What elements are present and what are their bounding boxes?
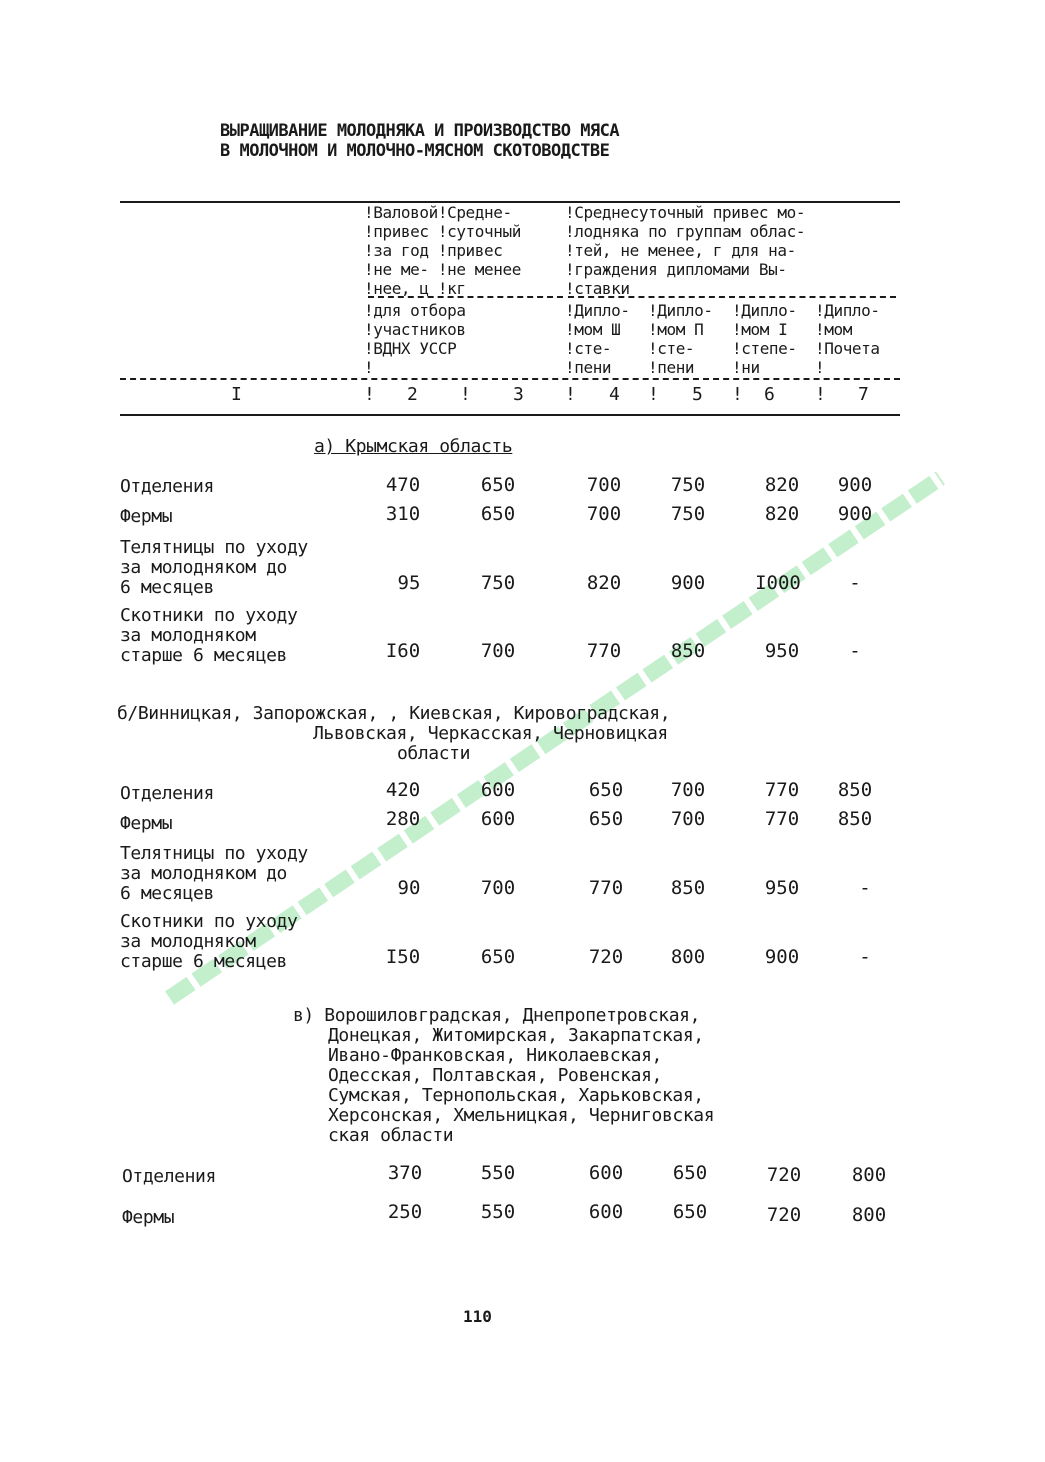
cell: 370 — [387, 1162, 423, 1184]
cell: 550 — [480, 1201, 516, 1223]
colnum-7: 7 — [858, 384, 869, 405]
cell: 550 — [480, 1162, 516, 1184]
section-b-heading-2: Львовская, Черкасская, Черновицкая — [313, 723, 668, 744]
cell: - — [849, 640, 861, 662]
cell: 750 — [670, 503, 706, 525]
cell: 850 — [670, 877, 706, 899]
table-row-label: Отделения — [120, 476, 214, 497]
cell: 720 — [588, 946, 624, 968]
cell: 850 — [837, 808, 873, 830]
cell: 600 — [588, 1162, 624, 1184]
cell: 900 — [837, 503, 873, 525]
cell: 770 — [588, 877, 624, 899]
table-row-label: Фермы — [120, 813, 173, 834]
cell: 820 — [586, 572, 622, 594]
colnum-4: 4 — [609, 384, 620, 405]
cell: 770 — [586, 640, 622, 662]
cell: - — [849, 572, 861, 594]
cell: 280 — [385, 808, 421, 830]
cell: 650 — [672, 1201, 708, 1223]
cell: 90 — [397, 877, 421, 899]
cell: 600 — [480, 779, 516, 801]
title-line-2: В МОЛОЧНОМ И МОЛОЧНО-МЯСНОМ СКОТОВОДСТВЕ — [220, 141, 610, 161]
header-col2-3: !Валовой!Средне- !привес !суточный !за год !привес !не ме- !не менее !нее, ц !кг — [364, 203, 521, 298]
colnum-sep-5: ! — [648, 384, 659, 405]
cell: 820 — [764, 503, 800, 525]
cell: 720 — [766, 1164, 802, 1186]
table-row-label: Телятницы по уходу за молодняком до 6 месяцев — [120, 843, 308, 904]
cell: 770 — [764, 779, 800, 801]
header-sub-left: !для отбора !участников !ВДНХ УССР ! — [364, 301, 466, 377]
cell: 650 — [480, 946, 516, 968]
cell: I60 — [385, 640, 421, 662]
header-sub-col6: !Дипло- !мом I !степе- !ни — [732, 301, 797, 377]
cell: I000 — [755, 572, 801, 594]
header-sub-col4: !Дипло- !мом Ш !сте- !пени — [565, 301, 630, 377]
cell: 95 — [397, 572, 421, 594]
cell: 800 — [851, 1164, 887, 1186]
table-row-label: Отделения — [122, 1166, 216, 1187]
colnum-sep-7: ! — [815, 384, 826, 405]
colnum-sep-6: ! — [732, 384, 743, 405]
cell: 470 — [385, 474, 421, 496]
page-number: 110 — [463, 1307, 492, 1326]
cell: 900 — [764, 946, 800, 968]
cell: 700 — [670, 779, 706, 801]
cell: 700 — [586, 503, 622, 525]
colnum-5: 5 — [692, 384, 703, 405]
cell: 700 — [586, 474, 622, 496]
cell: I50 — [385, 946, 421, 968]
section-a-heading: а) Крымская область — [314, 436, 513, 457]
section-b-heading-1: б/Винницкая, Запорожская, , Киевская, Кировоградская, — [117, 703, 671, 724]
header-sub-col5: !Дипло- !мом П !сте- !пени — [648, 301, 713, 377]
cell: 800 — [851, 1204, 887, 1226]
cell: 720 — [766, 1204, 802, 1226]
cell: 700 — [480, 640, 516, 662]
cell: 650 — [480, 474, 516, 496]
cell: 770 — [764, 808, 800, 830]
cell: 250 — [387, 1201, 423, 1223]
colnum-6: 6 — [764, 384, 775, 405]
cell: 420 — [385, 779, 421, 801]
title-line-1: ВЫРАЩИВАНИЕ МОЛОДНЯКА И ПРОИЗВОДСТВО МЯСА — [220, 121, 620, 141]
cell: 650 — [672, 1162, 708, 1184]
colnum-1: I — [231, 384, 242, 405]
table-row-label: Фермы — [122, 1207, 175, 1228]
cell: 750 — [670, 474, 706, 496]
header-sub-dash-left — [368, 296, 563, 298]
header-sub-col7: !Дипло- !мом !Почета ! — [815, 301, 880, 377]
cell: 310 — [385, 503, 421, 525]
cell: 850 — [670, 640, 706, 662]
cell: 700 — [480, 877, 516, 899]
colnum-sep-3: ! — [460, 384, 471, 405]
cell: 900 — [837, 474, 873, 496]
cell: 800 — [670, 946, 706, 968]
cell: 700 — [670, 808, 706, 830]
section-v-heading: в) Ворошиловградская, Днепропетровская, Донецкая, Житомирская, Закарпатская, Ивано-Франковская, Николаевская, Одесская, Полтавская, Ровенская, Сумская, Тернопольская, Харьковская, Херсонская, Хмельницкая, Черниговская ская области — [293, 1005, 715, 1146]
cell: 850 — [837, 779, 873, 801]
cell: 650 — [588, 808, 624, 830]
table-row-label: Телятницы по уходу за молодняком до 6 месяцев — [120, 537, 308, 598]
cell: - — [859, 946, 871, 968]
header-col4-7: !Среднесуточный привес мо- !лодняка по группам облас- !тей, не менее, г для на- !граждения дипломами Вы- !ставки — [565, 203, 806, 298]
cell: 950 — [764, 640, 800, 662]
cell: 650 — [588, 779, 624, 801]
table-row-label: Скотники по уходу за молодняком старше 6 месяцев — [120, 911, 298, 972]
cell: 900 — [670, 572, 706, 594]
cell: 820 — [764, 474, 800, 496]
cell: - — [859, 877, 871, 899]
cell: 750 — [480, 572, 516, 594]
cell: 600 — [480, 808, 516, 830]
header-bottom-dash — [120, 378, 900, 380]
cell: 650 — [480, 503, 516, 525]
table-row-label: Фермы — [120, 506, 173, 527]
colnum-sep-4: ! — [565, 384, 576, 405]
header-sub-dash-right — [568, 296, 896, 298]
table-row-label: Скотники по уходу за молодняком старше 6 месяцев — [120, 605, 298, 666]
table-row-label: Отделения — [120, 783, 214, 804]
colnum-2: 2 — [407, 384, 418, 405]
cell: 600 — [588, 1201, 624, 1223]
section-b-heading-3: области — [397, 743, 471, 764]
colnum-sep-2: ! — [364, 384, 375, 405]
colnum-3: 3 — [513, 384, 524, 405]
table-header-bottom-rule — [120, 414, 900, 416]
cell: 950 — [764, 877, 800, 899]
